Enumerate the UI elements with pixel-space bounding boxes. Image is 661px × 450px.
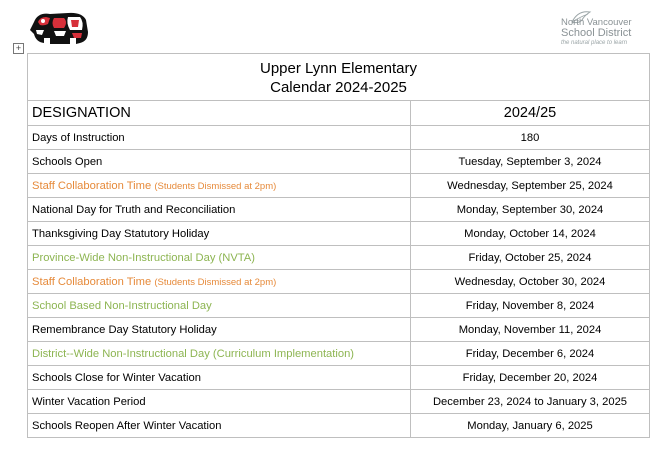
district-name xyxy=(561,18,632,39)
designation-text: Winter Vacation Period xyxy=(32,395,146,408)
district-name-line1: North Vancouver xyxy=(561,17,632,28)
designation-text: Schools Close for Winter Vacation xyxy=(32,371,201,384)
date-cell: Monday, November 11, 2024 xyxy=(411,318,650,342)
table-row xyxy=(28,198,650,222)
table-row xyxy=(28,150,650,174)
table-row xyxy=(28,174,650,198)
table-title-row xyxy=(28,54,650,101)
table-title-line2: Calendar 2024-2025 xyxy=(270,79,407,96)
table-title-cell xyxy=(28,54,650,101)
col-header-year: 2024/25 xyxy=(411,101,650,126)
designation-cell xyxy=(28,222,411,246)
designation-cell xyxy=(28,198,411,222)
date-cell: Monday, January 6, 2025 xyxy=(411,414,650,438)
table-row xyxy=(28,318,650,342)
table-row xyxy=(28,342,650,366)
date-cell: Friday, November 8, 2024 xyxy=(411,294,650,318)
designation-text: Staff Collaboration Time xyxy=(32,275,152,288)
designation-cell xyxy=(28,150,411,174)
designation-text: Schools Open xyxy=(32,155,103,168)
designation-text: Staff Collaboration Time xyxy=(32,179,152,192)
designation-text: National Day for Truth and Reconciliation xyxy=(32,203,236,216)
designation-cell xyxy=(28,366,411,390)
district-name-line2: School District xyxy=(561,27,632,39)
designation-text: Thanksgiving Day Statutory Holiday xyxy=(32,227,210,240)
designation-text: Schools Reopen After Winter Vacation xyxy=(32,419,222,432)
table-row xyxy=(28,270,650,294)
table-header-row xyxy=(28,101,650,126)
designation-cell xyxy=(28,390,411,414)
date-cell: Friday, December 6, 2024 xyxy=(411,342,650,366)
table-row xyxy=(28,366,650,390)
designation-cell xyxy=(28,126,411,150)
table-row xyxy=(28,126,650,150)
table-row xyxy=(28,294,650,318)
date-cell: Wednesday, September 25, 2024 xyxy=(411,174,650,198)
designation-text: Province-Wide Non-Instructional Day (NVTA) xyxy=(32,251,255,264)
table-row xyxy=(28,390,650,414)
date-cell: December 23, 2024 to January 3, 2025 xyxy=(411,390,650,414)
date-cell: Tuesday, September 3, 2024 xyxy=(411,150,650,174)
date-cell: Friday, October 25, 2024 xyxy=(411,246,650,270)
designation-cell xyxy=(28,294,411,318)
designation-cell xyxy=(28,318,411,342)
table-title-line1: Upper Lynn Elementary xyxy=(259,60,418,77)
school-bear-logo xyxy=(28,8,92,48)
calendar-table xyxy=(27,53,650,438)
district-tagline: the natural place to learn xyxy=(561,40,628,46)
table-row xyxy=(28,222,650,246)
date-cell: Wednesday, October 30, 2024 xyxy=(411,270,650,294)
designation-cell xyxy=(28,246,411,270)
designation-note: (Students Dismissed at 2pm) xyxy=(154,276,277,288)
table-row xyxy=(28,414,650,438)
date-cell: Monday, September 30, 2024 xyxy=(411,198,650,222)
date-cell: Friday, December 20, 2024 xyxy=(411,366,650,390)
designation-text: Days of Instruction xyxy=(32,131,125,144)
designation-cell xyxy=(28,174,411,198)
col-header-designation: DESIGNATION xyxy=(28,101,411,126)
designation-cell xyxy=(28,270,411,294)
table-move-handle-icon[interactable]: + xyxy=(13,43,24,54)
designation-text: Remembrance Day Statutory Holiday xyxy=(32,323,217,336)
date-cell: 180 xyxy=(411,126,650,150)
designation-cell xyxy=(28,414,411,438)
designation-note: (Students Dismissed at 2pm) xyxy=(154,180,277,192)
date-cell: Monday, October 14, 2024 xyxy=(411,222,650,246)
designation-text: District--Wide Non-Instructional Day (Curriculum Implementation) xyxy=(32,347,355,360)
table-row xyxy=(28,246,650,270)
designation-text: School Based Non-Instructional Day xyxy=(32,299,212,312)
designation-cell xyxy=(28,342,411,366)
